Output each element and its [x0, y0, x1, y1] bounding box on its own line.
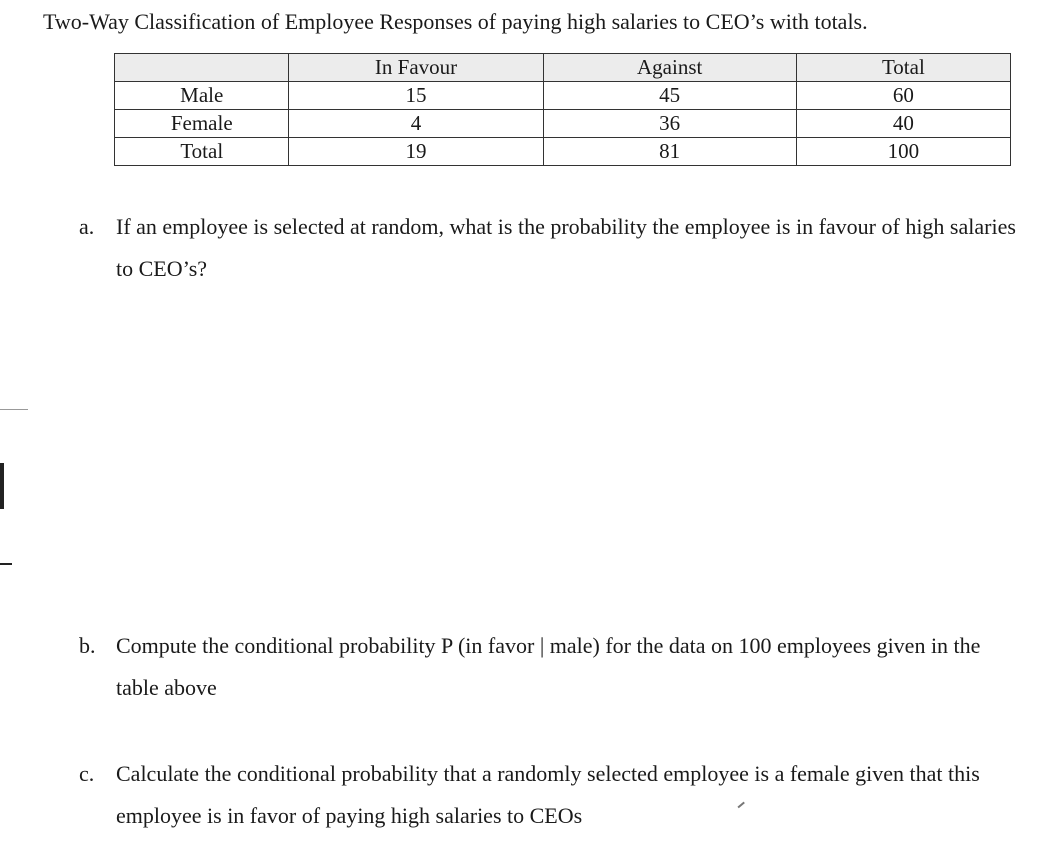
table-row-label: Female [115, 110, 289, 138]
edge-mark [0, 563, 12, 565]
question-text: Compute the conditional probability P (in favor | male) for the data on 100 employees given in the table above [116, 633, 981, 700]
question-text: Calculate the conditional probability that a randomly selected employee is a female given that this employee is in favor of paying high salaries to CEOs [116, 761, 980, 828]
table-header-row [115, 54, 1011, 82]
table-row [115, 82, 1011, 110]
table-header-cell: Total [796, 54, 1010, 82]
table-cell: 19 [289, 138, 543, 166]
table-cell: 15 [289, 82, 543, 110]
edge-mark [0, 463, 4, 509]
table-cell: 4 [289, 110, 543, 138]
table-cell: 60 [796, 82, 1010, 110]
table-header-cell: In Favour [289, 54, 543, 82]
table-row [115, 138, 1011, 166]
table-cell: 81 [543, 138, 796, 166]
table-header-cell: Against [543, 54, 796, 82]
table-row-label: Male [115, 82, 289, 110]
question-text: If an employee is selected at random, what is the probability the employee is in favour of high salaries to CEO’s? [116, 214, 1016, 281]
edge-mark [0, 409, 28, 410]
table-row-label: Total [115, 138, 289, 166]
table-row [115, 110, 1011, 138]
table-cell: 36 [543, 110, 796, 138]
table-cell: 45 [543, 82, 796, 110]
table-cell: 100 [796, 138, 1010, 166]
table-header-cell [115, 54, 289, 82]
table-cell: 40 [796, 110, 1010, 138]
question-label: a. [79, 214, 95, 239]
question-label: b. [79, 633, 96, 658]
classification-table [114, 53, 1011, 166]
page-title: Two-Way Classification of Employee Responses of paying high salaries to CEO’s with totals. [43, 9, 868, 34]
question-label: c. [79, 761, 95, 786]
